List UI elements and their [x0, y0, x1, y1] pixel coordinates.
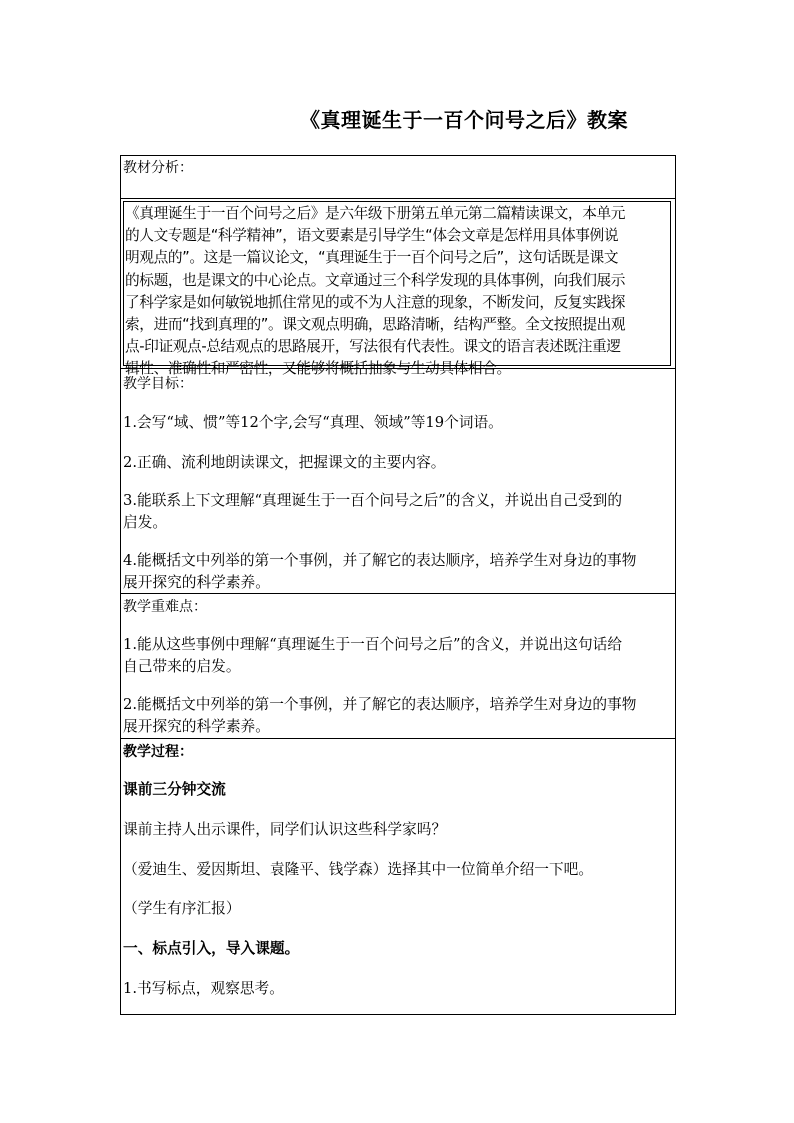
difficulty-item-line: 展开探究的科学素养。: [123, 718, 270, 735]
analysis-line: 《真理诞生于一百个问号之后》是六年级下册第五单元第二篇精读课文，本单元: [125, 205, 626, 222]
analysis-line: 的人文专题是“科学精神”，语文要素是引导学生“体会文章是怎样用具体事例说: [125, 227, 619, 245]
analysis-line: 明观点的”。这是一篇议论文，“真理诞生于一百个问号之后”，这句话既是课文: [125, 249, 619, 267]
difficulty-item-2: [123, 694, 671, 738]
warmup-line: 课前主持人出示课件，同学们认识这些科学家吗？: [123, 821, 447, 838]
analysis-text: [125, 203, 625, 381]
goal-item-line: 展开探究的科学素养。: [123, 574, 270, 591]
analysis-section: [121, 198, 675, 378]
difficulty-item-line: 自己带来的启发。: [123, 658, 241, 675]
analysis-frame: [123, 201, 671, 378]
analysis-line: 索，进而“找到真理的”。课文观点明确，思路清晰，结构严整。全文按照提出观: [125, 316, 626, 334]
lesson-plan-table: [120, 155, 676, 1015]
analysis-heading: 教材分析：: [123, 160, 193, 176]
warmup-line: （爱迪生、爱因斯坦、袁隆平、钱学森）选择其中一位简单介绍一下吧。: [123, 861, 594, 878]
warmup-line: （学生有序汇报）: [123, 900, 241, 917]
difficulty-item-line: 1.能从这些事例中理解“真理诞生于一百个问号之后”的含义，并说出这句话给: [123, 636, 623, 653]
warmup-heading: 课前三分钟交流: [123, 781, 226, 798]
row-divider: [121, 738, 675, 739]
difficulties-heading: 教学重难点：: [123, 599, 207, 615]
goal-item-line: 1.会写“域、惯”等12个字,会写“真理、领域”等19个词语。: [123, 414, 503, 431]
goals-heading: 教学目标：: [123, 376, 193, 392]
goal-item-3: [123, 490, 671, 534]
goal-item-line: 3.能联系上下文理解“真理诞生于一百个问号之后”的含义，并说出自己受到的: [123, 492, 623, 509]
process-heading: 教学过程：: [123, 744, 193, 760]
analysis-line: 辑性、准确性和严密性，又能够将概括抽象与生动具体相合。: [125, 360, 511, 378]
goal-item-4: [123, 550, 671, 594]
section1-step: 1.书写标点，观察思考。: [123, 980, 284, 997]
difficulty-item-1: [123, 634, 671, 678]
analysis-line: 了科学家是如何敏锐地抓住常见的或不为人注意的现象，不断发问，反复实践探: [125, 293, 626, 311]
goal-item-line: 2.正确、流利地朗读课文，把握课文的主要内容。: [123, 454, 446, 471]
goal-item-line: 4.能概括文中列举的第一个事例，并了解它的表达顺序，培养学生对身边的事物: [123, 552, 637, 569]
difficulty-item-line: 2.能概括文中列举的第一个事例，并了解它的表达顺序，培养学生对身边的事物: [123, 696, 637, 713]
goal-item-line: 启发。: [123, 514, 168, 531]
goal-item-2: [123, 452, 671, 474]
analysis-line: 的标题，也是课文的中心论点。文章通过三个科学发现的具体事例，向我们展示: [125, 271, 626, 289]
analysis-line: 点-印证观点-总结观点的思路展开，写法很有代表性。课文的语言表述既注重逻: [125, 338, 621, 356]
section1-heading: 一、标点引入，导入课题。: [123, 940, 300, 957]
row-divider: [121, 593, 675, 594]
document-title: 《真理诞生于一百个问号之后》教案: [300, 108, 628, 132]
goal-item-1: [123, 412, 671, 434]
